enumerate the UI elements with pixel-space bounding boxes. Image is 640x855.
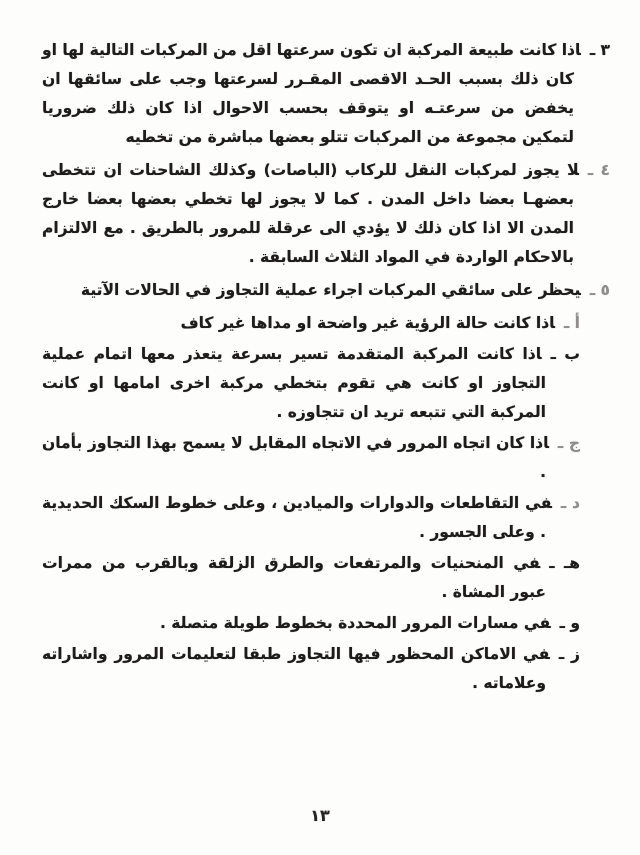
- item-number-4: ٤ ـ: [587, 161, 610, 179]
- sub-item-letter-b: ب ـ: [550, 345, 580, 363]
- sub-item-letter-z: ز ـ: [558, 645, 580, 663]
- sub-item-text: اذا كانت حالة الرؤية غير واضحة او مداها غير كاف: [180, 314, 555, 332]
- sub-item-b: [42, 340, 580, 427]
- sub-item-letter-j: ج ـ: [557, 434, 580, 452]
- sub-item-letter-h: هـ ـ: [549, 554, 581, 572]
- page-number: ١٣: [310, 806, 330, 825]
- sub-item-w: [42, 609, 580, 638]
- item-text: يحظر على سائقي المركبات اجراء عملية التجاوز في الحالات الآتية: [80, 281, 581, 299]
- article-item-3: [42, 36, 610, 152]
- item-number-3: ٣ ـ: [589, 41, 610, 59]
- sub-item-h: [42, 549, 580, 607]
- sub-item-text: في التقاطعات والدوارات والميادين ، وعلى خطوط السكك الحديدية . وعلى الجسور .: [42, 494, 552, 541]
- item-text: لا يجوز لمركبات النقل للركاب (الباصات) وكذلك الشاحنات ان تتخطى بعضهـا بعضا داخل المدن . كما لا يجوز لها تخطي بعضها بعضا خارج المدن الا اذا كان ذلك لا يؤدي الى عرقلة للمرور بالطريق . مع الالتزام بالاحكام الواردة في المواد الثلاث السابقة .: [42, 161, 579, 266]
- sub-item-text: اذا كان اتجاه المرور في الاتجاه المقابل لا يسمح بهذا التجاوز بأمان .: [42, 434, 549, 481]
- article-item-5: [42, 276, 610, 698]
- sub-item-letter-w: و ـ: [559, 614, 580, 632]
- sub-item-list: [42, 309, 610, 698]
- sub-item-text: في الاماكن المحظور فيها التجاوز طبقا لتعليمات المرور واشاراته وعلاماته .: [42, 645, 550, 692]
- document-body: [42, 36, 610, 700]
- article-item-4: [42, 156, 610, 272]
- sub-item-text: في مسارات المرور المحددة بخطوط طويلة متصلة .: [159, 614, 551, 632]
- sub-item-text: اذا كانت المركبة المتقدمة تسير بسرعة يتعذر معها اتمام عملية التجاوز او كانت هي تقوم بتخطي مركبة اخرى امامها او كانت المركبة التي تتبعه تريد ان تتجاوزه .: [42, 345, 546, 421]
- sub-item-letter-a: أ ـ: [563, 314, 580, 332]
- sub-item-d: [42, 489, 580, 547]
- sub-item-z: [42, 640, 580, 698]
- sub-item-a: [42, 309, 580, 338]
- item-text: اذا كانت طبيعة المركبة ان تكون سرعتها اقل من المركبات التالية لها او كان ذلك بسبب الحـد الاقصى المقـرر لسرعتها وجب على سائقها ان يخفض من سرعتـه او يتوقف بحسب الاحوال اذا كان ذلك ضروريا لتمكين مجموعة من المركبات تتلو بعضها مباشرة من تخطيه: [42, 41, 581, 146]
- sub-item-letter-d: د ـ: [560, 494, 580, 512]
- sub-item-j: [42, 429, 580, 487]
- item-number-5: ٥ ـ: [589, 281, 610, 299]
- article-item-5-heading: [42, 276, 610, 305]
- sub-item-text: في المنحنيات والمرتفعات والطرق الزلقة وبالقرب من ممرات عبور المشاة .: [42, 554, 546, 601]
